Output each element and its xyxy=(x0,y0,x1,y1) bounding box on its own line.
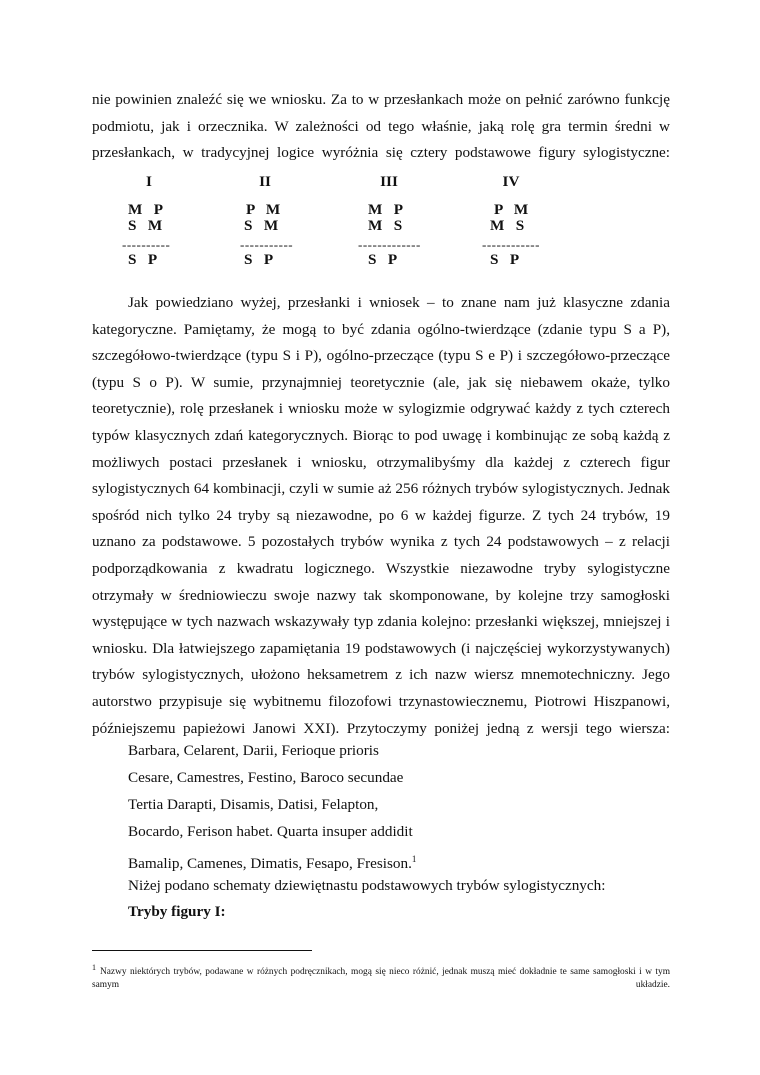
figure-premise-minor: M S xyxy=(368,217,403,234)
verse-line: Bocardo, Ferison habet. Quarta insuper addidit xyxy=(128,823,413,840)
figure-numeral: I xyxy=(146,173,152,190)
figure-premise-minor: M S xyxy=(490,217,525,234)
figure-numeral: IV xyxy=(502,173,520,190)
figure-divider: ---------- xyxy=(122,237,171,252)
figure-premise-minor: S M xyxy=(244,217,279,234)
verse-line: Tertia Darapti, Disamis, Datisi, Felapton, xyxy=(128,796,379,813)
paragraph-intro: nie powinien znaleźć się we wniosku. Za to w przesłankach może on pełnić zarówno funkcję podmiotu, jak i orzecznika. W zależności od tego właśnie, jaką rolę gra termin średni w przesłankach, w tradycyjnej logice wyróżnia się cztery podstawowe figury sylogistyczne: xyxy=(92,91,670,162)
footnote-number: 1 xyxy=(92,963,96,972)
verse-text: Bamalip, Camenes, Dimatis, Fesapo, Fresison. xyxy=(128,855,412,872)
footnote-separator xyxy=(92,950,312,951)
figure-numeral: II xyxy=(259,173,271,190)
figure-premise-major: M P xyxy=(368,201,404,218)
figure-conclusion: S P xyxy=(244,251,274,268)
figure-premise-major: P M xyxy=(494,201,529,218)
footnote xyxy=(92,961,670,1005)
figure-conclusion: S P xyxy=(490,251,520,268)
figure-conclusion: S P xyxy=(368,251,398,268)
figure-divider: ----------- xyxy=(240,237,294,252)
figure-divider: ------------ xyxy=(482,237,540,252)
paragraph-modes: Jak powiedziano wyżej, przesłanki i wniosek – to znane nam już klasyczne zdania kategoryczne. Pamiętamy, że mogą to być zdania ogólno-twierdzące (zdanie typu S a P), szczegółowo-twierdzące (typu S i P), ogólno-przeczące (typu S e P) i szczegółowo-przeczące (typu S o P). W sumie, przynajmniej teoretycznie (ale, jak się niebawem okaże, tylko teoretycznie), rolę przesłanek i wniosku może w sylogizmie odgrywać każdy z tych czterech typów klasycznych zdań kategorycznych. Biorąc to pod uwagę i kombinując ze sobą każdą z możliwych postaci przesłanek i wniosku, otrzymalibyśmy dla każdej z czterech figur sylogistycznych 64 kombinacji, czyli w sumie aż 256 różnych trybów sylogistycznych. Jednak spośród nich tylko 24 tryby są niezawodne, po 6 w każdej figurze. Z tych 24 trybów, 19 uznano za podstawowe. 5 pozostałych trybów wynika z tych 24 podstawowych – z relacji podporządkowania z kwadratu logicznego. Wszystkie niezawodne tryby sylogistyczne otrzymały w średniowieczu swoje nazwy tak skomponowane, by kolejne trzy samogłoski występujące w tych nazwach wskazywały typ zdania kolejno: przesłanki większej, mniejszej i wniosku. Dla łatwiejszego zapamiętania 19 podstawowych (i najczęściej wykorzystywanych) trybów sylogistycznych, ułożono heksametrem z ich nazw wiersz mnemotechniczny. Jego autorstwo przypisuje się wybitnemu filozofowi trzynastowiecznemu, Piotrowi Hiszpanowi, późniejszemu papieżowi Janowi XXI). Przytoczymy poniżej jedną z wersji tego wiersza: xyxy=(92,294,670,737)
figure-conclusion: S P xyxy=(128,251,158,268)
section-heading: Tryby figury I: xyxy=(128,903,226,920)
footnote-reference[interactable]: 1 xyxy=(411,854,417,864)
verse-line: Cesare, Camestres, Festino, Baroco secundae xyxy=(128,769,404,786)
figure-premise-major: P M xyxy=(246,201,281,218)
verse-line: Barbara, Celarent, Darii, Ferioque prioris xyxy=(128,742,379,759)
figure-numeral: III xyxy=(380,173,398,190)
footnote-text: Nazwy niektórych trybów, podawane w różnych podręcznikach, mogą się nieco różnić, jednak muszą mieć dokładnie te same samogłoski i w tym samym układzie. xyxy=(92,967,670,990)
figure-divider: ------------- xyxy=(358,237,421,252)
figure-premise-minor: S M xyxy=(128,217,163,234)
figure-premise-major: M P xyxy=(128,201,164,218)
schemes-intro: Niżej podano schematy dziewiętnastu podstawowych trybów sylogistycznych: xyxy=(128,877,606,894)
